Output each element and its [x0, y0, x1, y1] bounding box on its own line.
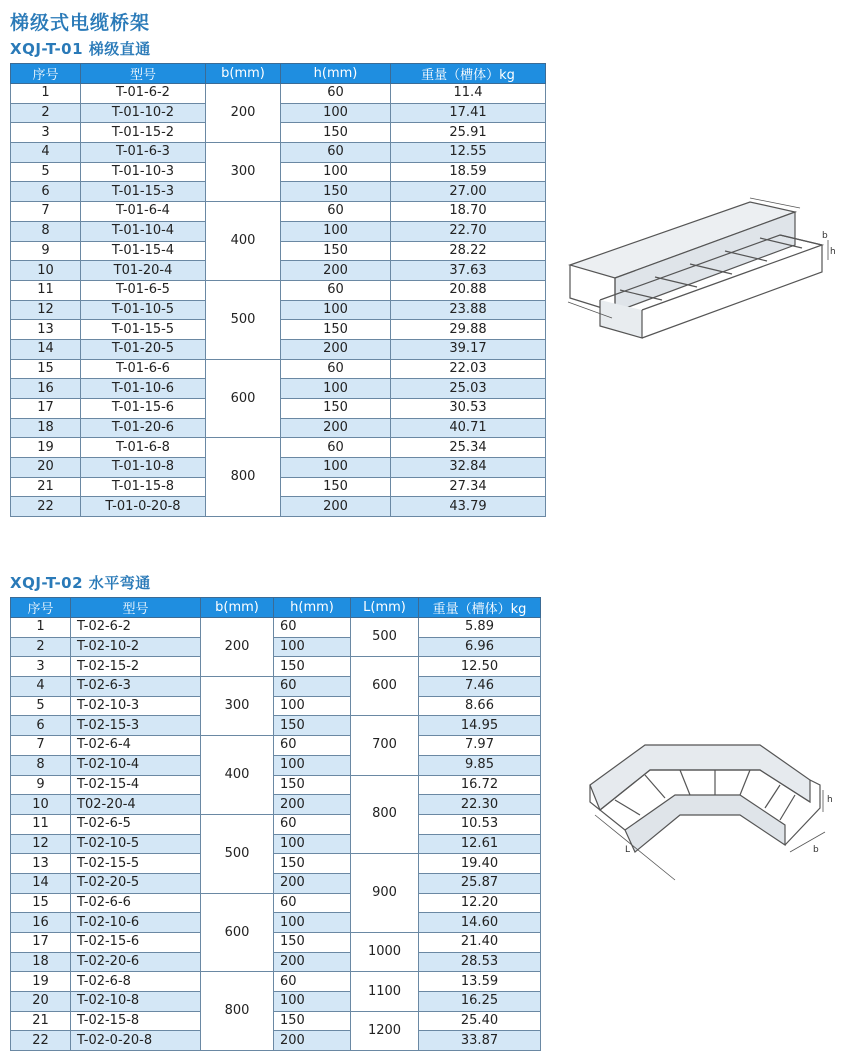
header-b: b(mm)	[201, 598, 274, 618]
cell-weight: 17.41	[391, 103, 546, 123]
cell-weight: 8.66	[419, 696, 541, 716]
cell-l: 1200	[351, 1011, 419, 1050]
cell-weight: 33.87	[419, 1031, 541, 1051]
cell-h: 150	[274, 657, 351, 677]
cell-weight: 23.88	[391, 300, 546, 320]
header-weight: 重量（槽体）kg	[391, 64, 546, 84]
cell-no: 18	[11, 952, 71, 972]
cell-no: 19	[11, 438, 81, 458]
cell-model: T-02-15-5	[71, 854, 201, 874]
cell-model: T-02-6-4	[71, 736, 201, 756]
cell-weight: 39.17	[391, 339, 546, 359]
table-row	[11, 280, 546, 300]
cell-weight: 20.88	[391, 280, 546, 300]
cell-h: 100	[274, 834, 351, 854]
header-b: b(mm)	[206, 64, 281, 84]
cell-no: 20	[11, 992, 71, 1012]
cell-no: 4	[11, 677, 71, 697]
cell-model: T-01-15-6	[81, 399, 206, 419]
cell-weight: 29.88	[391, 320, 546, 340]
cell-model: T-01-15-2	[81, 123, 206, 143]
cell-h: 60	[274, 736, 351, 756]
cell-model: T-02-20-6	[71, 952, 201, 972]
cell-no: 3	[11, 123, 81, 143]
header-model: 型号	[71, 598, 201, 618]
cell-no: 2	[11, 637, 71, 657]
cell-model: T-01-20-5	[81, 339, 206, 359]
cell-weight: 12.50	[419, 657, 541, 677]
header-model: 型号	[81, 64, 206, 84]
cell-b: 500	[201, 814, 274, 893]
cell-model: T-01-15-4	[81, 241, 206, 261]
cell-no: 9	[11, 775, 71, 795]
cell-l: 800	[351, 775, 419, 854]
cell-model: T-02-15-4	[71, 775, 201, 795]
header-h: h(mm)	[274, 598, 351, 618]
cell-model: T-01-6-4	[81, 202, 206, 222]
dim-h-label: h	[827, 795, 833, 805]
cell-h: 60	[281, 438, 391, 458]
cell-h: 60	[274, 814, 351, 834]
cell-h: 100	[274, 637, 351, 657]
table1-subtitle: XQJ-T-01 梯级直通	[10, 40, 151, 58]
cell-model: T-02-10-3	[71, 696, 201, 716]
cell-no: 8	[11, 755, 71, 775]
cell-no: 2	[11, 103, 81, 123]
cell-h: 100	[274, 696, 351, 716]
cell-weight: 5.89	[419, 618, 541, 638]
cell-model: T-01-6-6	[81, 359, 206, 379]
cell-l: 900	[351, 854, 419, 933]
cell-no: 17	[11, 933, 71, 953]
cell-weight: 28.22	[391, 241, 546, 261]
cell-weight: 43.79	[391, 497, 546, 517]
cell-no: 11	[11, 280, 81, 300]
table-row	[11, 992, 541, 1012]
table-row	[11, 657, 541, 677]
cell-b: 300	[206, 143, 281, 202]
horizontal-bend-spec-table	[10, 597, 541, 1051]
cell-no: 16	[11, 913, 71, 933]
cell-h: 100	[274, 913, 351, 933]
cell-weight: 40.71	[391, 418, 546, 438]
table-row	[11, 696, 541, 716]
cell-model: T-01-10-8	[81, 458, 206, 478]
cell-model: T-02-10-8	[71, 992, 201, 1012]
cell-no: 15	[11, 893, 71, 913]
table-row	[11, 854, 541, 874]
cell-weight: 25.87	[419, 873, 541, 893]
cell-weight: 25.40	[419, 1011, 541, 1031]
table-row	[11, 359, 546, 379]
cell-model: T-02-15-2	[71, 657, 201, 677]
cell-weight: 12.61	[419, 834, 541, 854]
dim-b-label: b	[813, 845, 819, 855]
cell-model: T-02-6-8	[71, 972, 201, 992]
table-row	[11, 637, 541, 657]
cell-h: 60	[281, 202, 391, 222]
cell-model: T-01-15-3	[81, 182, 206, 202]
cell-model: T-01-10-6	[81, 379, 206, 399]
cell-model: T-02-0-20-8	[71, 1031, 201, 1051]
cell-no: 20	[11, 458, 81, 478]
header-h: h(mm)	[281, 64, 391, 84]
cell-model: T-01-20-6	[81, 418, 206, 438]
cell-weight: 27.00	[391, 182, 546, 202]
cell-h: 60	[274, 618, 351, 638]
cell-weight: 19.40	[419, 854, 541, 874]
cell-no: 6	[11, 182, 81, 202]
cell-no: 12	[11, 834, 71, 854]
cell-h: 150	[274, 716, 351, 736]
dim-h-label: h	[830, 247, 836, 257]
cell-model: T-02-10-5	[71, 834, 201, 854]
cell-b: 200	[206, 84, 281, 143]
cell-no: 22	[11, 1031, 71, 1051]
page-title: 梯级式电缆桥架	[10, 12, 151, 34]
cell-b: 400	[206, 202, 281, 281]
cell-no: 4	[11, 143, 81, 163]
cell-h: 150	[281, 123, 391, 143]
cell-weight: 25.91	[391, 123, 546, 143]
cell-model: T-02-10-2	[71, 637, 201, 657]
cell-no: 15	[11, 359, 81, 379]
cell-no: 17	[11, 399, 81, 419]
cell-model: T-01-15-8	[81, 477, 206, 497]
cell-no: 3	[11, 657, 71, 677]
table-row	[11, 755, 541, 775]
cell-no: 13	[11, 854, 71, 874]
cell-weight: 11.4	[391, 84, 546, 104]
cell-b: 600	[201, 893, 274, 972]
cell-h: 150	[274, 933, 351, 953]
cell-weight: 12.55	[391, 143, 546, 163]
table-row	[11, 873, 541, 893]
table-row	[11, 972, 541, 992]
table-row	[11, 736, 541, 756]
table-header-row	[11, 598, 541, 618]
cell-model: T-02-6-2	[71, 618, 201, 638]
cell-model: T-02-6-6	[71, 893, 201, 913]
cell-h: 60	[281, 143, 391, 163]
cell-h: 200	[281, 497, 391, 517]
cell-h: 60	[274, 893, 351, 913]
cell-l: 1100	[351, 972, 419, 1011]
cell-model: T-01-6-5	[81, 280, 206, 300]
cell-model: T-01-10-5	[81, 300, 206, 320]
cell-weight: 14.95	[419, 716, 541, 736]
header-l: L(mm)	[351, 598, 419, 618]
cell-h: 100	[281, 103, 391, 123]
cell-h: 150	[274, 1011, 351, 1031]
cell-model: T-01-0-20-8	[81, 497, 206, 517]
straight-tray-spec-table	[10, 63, 546, 517]
cell-weight: 16.25	[419, 992, 541, 1012]
cell-no: 21	[11, 1011, 71, 1031]
cell-h: 60	[281, 84, 391, 104]
cell-b: 800	[201, 972, 274, 1051]
cell-h: 150	[281, 477, 391, 497]
cell-l: 500	[351, 618, 419, 657]
header-no: 序号	[11, 598, 71, 618]
cell-no: 1	[11, 84, 81, 104]
cell-weight: 18.70	[391, 202, 546, 222]
cell-weight: 7.97	[419, 736, 541, 756]
cell-weight: 32.84	[391, 458, 546, 478]
cell-model: T-02-6-5	[71, 814, 201, 834]
table-row	[11, 834, 541, 854]
cell-h: 150	[274, 775, 351, 795]
cell-weight: 21.40	[419, 933, 541, 953]
table-row	[11, 952, 541, 972]
cell-no: 13	[11, 320, 81, 340]
cell-no: 8	[11, 221, 81, 241]
cell-weight: 28.53	[419, 952, 541, 972]
dim-b-label: b	[822, 231, 828, 241]
table-row	[11, 716, 541, 736]
cell-model: T-02-20-5	[71, 873, 201, 893]
cell-no: 7	[11, 202, 81, 222]
cell-h: 200	[274, 795, 351, 815]
cell-model: T-02-15-8	[71, 1011, 201, 1031]
cell-h: 150	[281, 182, 391, 202]
cell-weight: 25.03	[391, 379, 546, 399]
cell-weight: 27.34	[391, 477, 546, 497]
cell-h: 100	[281, 221, 391, 241]
table-row	[11, 677, 541, 697]
table-row	[11, 618, 541, 638]
table-row	[11, 814, 541, 834]
cell-no: 1	[11, 618, 71, 638]
cell-weight: 6.96	[419, 637, 541, 657]
cell-weight: 7.46	[419, 677, 541, 697]
table2-subtitle: XQJ-T-02 水平弯通	[10, 574, 151, 592]
cell-b: 400	[201, 736, 274, 815]
cell-h: 100	[281, 379, 391, 399]
table-row	[11, 84, 546, 104]
cell-h: 60	[274, 972, 351, 992]
cell-model: T-01-10-2	[81, 103, 206, 123]
cell-weight: 13.59	[419, 972, 541, 992]
cell-b: 500	[206, 280, 281, 359]
cell-h: 100	[274, 755, 351, 775]
cell-weight: 37.63	[391, 261, 546, 281]
cell-h: 150	[281, 320, 391, 340]
cell-weight: 22.30	[419, 795, 541, 815]
cell-h: 200	[281, 261, 391, 281]
cell-no: 16	[11, 379, 81, 399]
table-row	[11, 1011, 541, 1031]
cell-weight: 25.34	[391, 438, 546, 458]
ladder-straight-tray-drawing-icon	[560, 190, 835, 340]
cell-weight: 9.85	[419, 755, 541, 775]
cell-weight: 30.53	[391, 399, 546, 419]
cell-model: T-01-6-3	[81, 143, 206, 163]
cell-b: 200	[201, 618, 274, 677]
cell-no: 12	[11, 300, 81, 320]
cell-h: 150	[274, 854, 351, 874]
cell-weight: 14.60	[419, 913, 541, 933]
cell-no: 18	[11, 418, 81, 438]
cell-model: T-01-6-8	[81, 438, 206, 458]
cell-model: T-02-6-3	[71, 677, 201, 697]
cell-model: T-02-15-3	[71, 716, 201, 736]
header-no: 序号	[11, 64, 81, 84]
table-row	[11, 913, 541, 933]
cell-no: 19	[11, 972, 71, 992]
cell-h: 100	[281, 458, 391, 478]
cell-model: T-01-10-4	[81, 221, 206, 241]
cell-no: 9	[11, 241, 81, 261]
cell-no: 22	[11, 497, 81, 517]
cell-h: 200	[281, 339, 391, 359]
dim-l-label: L	[625, 845, 631, 855]
cell-no: 7	[11, 736, 71, 756]
cell-no: 10	[11, 795, 71, 815]
cell-model: T01-20-4	[81, 261, 206, 281]
cell-h: 200	[274, 1031, 351, 1051]
cell-h: 200	[281, 418, 391, 438]
cell-h: 200	[274, 873, 351, 893]
table-row	[11, 933, 541, 953]
cell-h: 100	[281, 162, 391, 182]
table-row	[11, 1031, 541, 1051]
ladder-horizontal-bend-drawing-icon	[585, 740, 835, 890]
cell-l: 1000	[351, 933, 419, 972]
cell-h: 100	[274, 992, 351, 1012]
cell-h: 150	[281, 399, 391, 419]
table-row	[11, 143, 546, 163]
cell-h: 200	[274, 952, 351, 972]
table-row	[11, 893, 541, 913]
cell-no: 11	[11, 814, 71, 834]
cell-h: 150	[281, 241, 391, 261]
cell-model: T02-20-4	[71, 795, 201, 815]
cell-b: 600	[206, 359, 281, 438]
table-header-row	[11, 64, 546, 84]
cell-no: 21	[11, 477, 81, 497]
cell-h: 60	[274, 677, 351, 697]
cell-no: 5	[11, 696, 71, 716]
cell-weight: 18.59	[391, 162, 546, 182]
cell-b: 800	[206, 438, 281, 517]
cell-no: 6	[11, 716, 71, 736]
table-row	[11, 795, 541, 815]
cell-h: 60	[281, 359, 391, 379]
cell-b: 300	[201, 677, 274, 736]
cell-weight: 16.72	[419, 775, 541, 795]
cell-l: 600	[351, 657, 419, 716]
cell-model: T-02-10-6	[71, 913, 201, 933]
cell-no: 5	[11, 162, 81, 182]
cell-h: 100	[281, 300, 391, 320]
cell-weight: 12.20	[419, 893, 541, 913]
cell-l: 700	[351, 716, 419, 775]
cell-weight: 10.53	[419, 814, 541, 834]
cell-no: 14	[11, 873, 71, 893]
cell-weight: 22.70	[391, 221, 546, 241]
cell-no: 14	[11, 339, 81, 359]
header-weight: 重量（槽体）kg	[419, 598, 541, 618]
table-row	[11, 202, 546, 222]
cell-h: 60	[281, 280, 391, 300]
cell-model: T-01-10-3	[81, 162, 206, 182]
table-row	[11, 775, 541, 795]
table-row	[11, 438, 546, 458]
cell-model: T-02-15-6	[71, 933, 201, 953]
cell-model: T-02-10-4	[71, 755, 201, 775]
cell-model: T-01-15-5	[81, 320, 206, 340]
cell-model: T-01-6-2	[81, 84, 206, 104]
cell-weight: 22.03	[391, 359, 546, 379]
cell-no: 10	[11, 261, 81, 281]
